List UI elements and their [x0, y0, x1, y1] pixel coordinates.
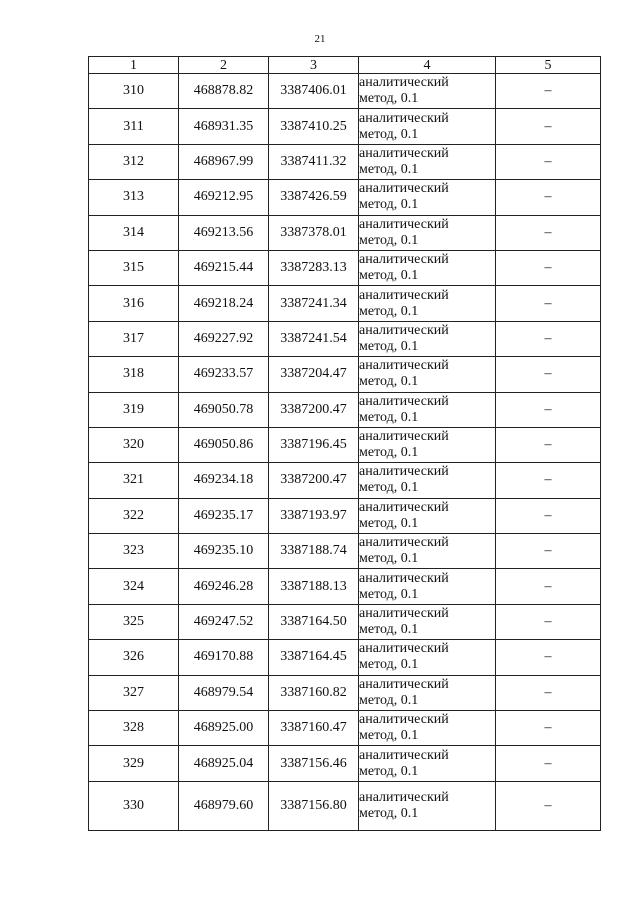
point-number-cell: 313: [89, 180, 179, 215]
method-line-1: аналитический: [359, 145, 449, 161]
point-number-cell: 324: [89, 569, 179, 604]
point-number-cell: 318: [89, 357, 179, 392]
method-line-1: аналитический: [359, 181, 449, 197]
method-line-2: метод, 0.1: [359, 161, 419, 177]
x-coordinate-cell: 469218.24: [179, 286, 269, 321]
point-number-cell: 322: [89, 498, 179, 533]
method-cell: [359, 74, 496, 109]
method-line-1: аналитический: [359, 789, 449, 805]
method-cell: [359, 781, 496, 830]
table-row: [89, 534, 601, 569]
method-cell: [359, 604, 496, 639]
x-coordinate-cell: 469246.28: [179, 569, 269, 604]
table-row: [89, 781, 601, 830]
column-header-2: 2: [179, 57, 269, 74]
method-cell: [359, 498, 496, 533]
method-line-2: метод, 0.1: [359, 232, 419, 248]
method-line-2: метод, 0.1: [359, 480, 419, 496]
y-coordinate-cell: 3387160.47: [269, 711, 359, 746]
coordinates-table: [88, 56, 601, 831]
method-line-1: аналитический: [359, 535, 449, 551]
method-line-1: аналитический: [359, 429, 449, 445]
method-line-2: метод, 0.1: [359, 445, 419, 461]
table-row: [89, 250, 601, 285]
column-5-cell: –: [496, 250, 601, 285]
method-line-2: метод, 0.1: [359, 805, 419, 821]
method-line-2: метод, 0.1: [359, 728, 419, 744]
method-line-2: метод, 0.1: [359, 303, 419, 319]
y-coordinate-cell: 3387204.47: [269, 357, 359, 392]
method-cell: [359, 427, 496, 462]
table-body: [89, 74, 601, 831]
point-number-cell: 323: [89, 534, 179, 569]
x-coordinate-cell: 469234.18: [179, 463, 269, 498]
x-coordinate-cell: 468931.35: [179, 109, 269, 144]
column-header-1: 1: [89, 57, 179, 74]
y-coordinate-cell: 3387196.45: [269, 427, 359, 462]
method-line-1: аналитический: [359, 252, 449, 268]
method-cell: [359, 321, 496, 356]
x-coordinate-cell: 469235.10: [179, 534, 269, 569]
y-coordinate-cell: 3387411.32: [269, 144, 359, 179]
y-coordinate-cell: 3387193.97: [269, 498, 359, 533]
method-line-2: метод, 0.1: [359, 91, 419, 107]
method-cell: [359, 180, 496, 215]
point-number-cell: 319: [89, 392, 179, 427]
column-5-cell: –: [496, 286, 601, 321]
method-line-1: аналитический: [359, 570, 449, 586]
y-coordinate-cell: 3387156.80: [269, 781, 359, 830]
method-line-2: метод, 0.1: [359, 763, 419, 779]
point-number-cell: 327: [89, 675, 179, 710]
column-5-cell: –: [496, 498, 601, 533]
point-number-cell: 326: [89, 640, 179, 675]
method-line-1: аналитический: [359, 499, 449, 515]
table-row: [89, 711, 601, 746]
y-coordinate-cell: 3387188.13: [269, 569, 359, 604]
method-line-2: метод, 0.1: [359, 551, 419, 567]
y-coordinate-cell: 3387160.82: [269, 675, 359, 710]
method-line-2: метод, 0.1: [359, 374, 419, 390]
x-coordinate-cell: 469227.92: [179, 321, 269, 356]
column-5-cell: –: [496, 321, 601, 356]
table-row: [89, 604, 601, 639]
method-line-2: метод, 0.1: [359, 409, 419, 425]
x-coordinate-cell: 468979.54: [179, 675, 269, 710]
table-row: [89, 109, 601, 144]
method-cell: [359, 357, 496, 392]
method-line-1: аналитический: [359, 287, 449, 303]
method-cell: [359, 746, 496, 781]
method-cell: [359, 534, 496, 569]
method-cell: [359, 392, 496, 427]
method-line-1: аналитический: [359, 641, 449, 657]
column-5-cell: –: [496, 746, 601, 781]
table-row: [89, 286, 601, 321]
column-5-cell: –: [496, 357, 601, 392]
method-line-2: метод, 0.1: [359, 657, 419, 673]
column-5-cell: –: [496, 180, 601, 215]
table-row: [89, 569, 601, 604]
page-number: 21: [314, 33, 326, 45]
y-coordinate-cell: 3387283.13: [269, 250, 359, 285]
y-coordinate-cell: 3387426.59: [269, 180, 359, 215]
method-line-2: метод, 0.1: [359, 515, 419, 531]
point-number-cell: 310: [89, 74, 179, 109]
point-number-cell: 314: [89, 215, 179, 250]
method-cell: [359, 144, 496, 179]
point-number-cell: 315: [89, 250, 179, 285]
method-line-2: метод, 0.1: [359, 622, 419, 638]
point-number-cell: 320: [89, 427, 179, 462]
x-coordinate-cell: 469215.44: [179, 250, 269, 285]
method-line-2: метод, 0.1: [359, 126, 419, 142]
column-5-cell: –: [496, 640, 601, 675]
method-cell: [359, 109, 496, 144]
method-line-2: метод, 0.1: [359, 197, 419, 213]
method-cell: [359, 250, 496, 285]
x-coordinate-cell: 468979.60: [179, 781, 269, 830]
column-5-cell: –: [496, 463, 601, 498]
method-line-2: метод, 0.1: [359, 586, 419, 602]
y-coordinate-cell: 3387200.47: [269, 392, 359, 427]
y-coordinate-cell: 3387200.47: [269, 463, 359, 498]
x-coordinate-cell: 469247.52: [179, 604, 269, 639]
method-cell: [359, 286, 496, 321]
point-number-cell: 311: [89, 109, 179, 144]
y-coordinate-cell: 3387188.74: [269, 534, 359, 569]
method-cell: [359, 640, 496, 675]
column-header-4: 4: [359, 57, 496, 74]
column-5-cell: –: [496, 534, 601, 569]
point-number-cell: 317: [89, 321, 179, 356]
method-line-1: аналитический: [359, 75, 449, 91]
method-line-1: аналитический: [359, 216, 449, 232]
column-5-cell: –: [496, 392, 601, 427]
x-coordinate-cell: 469050.86: [179, 427, 269, 462]
x-coordinate-cell: 468925.04: [179, 746, 269, 781]
y-coordinate-cell: 3387164.50: [269, 604, 359, 639]
x-coordinate-cell: 469235.17: [179, 498, 269, 533]
method-line-1: аналитический: [359, 712, 449, 728]
column-5-cell: –: [496, 604, 601, 639]
point-number-cell: 321: [89, 463, 179, 498]
point-number-cell: 316: [89, 286, 179, 321]
y-coordinate-cell: 3387406.01: [269, 74, 359, 109]
table-row: [89, 675, 601, 710]
method-line-2: метод, 0.1: [359, 268, 419, 284]
y-coordinate-cell: 3387378.01: [269, 215, 359, 250]
column-header-5: 5: [496, 57, 601, 74]
method-cell: [359, 215, 496, 250]
point-number-cell: 328: [89, 711, 179, 746]
point-number-cell: 312: [89, 144, 179, 179]
method-line-1: аналитический: [359, 747, 449, 763]
column-5-cell: –: [496, 781, 601, 830]
x-coordinate-cell: 469233.57: [179, 357, 269, 392]
column-5-cell: –: [496, 427, 601, 462]
x-coordinate-cell: 468925.00: [179, 711, 269, 746]
method-line-1: аналитический: [359, 606, 449, 622]
column-header-3: 3: [269, 57, 359, 74]
method-cell: [359, 463, 496, 498]
method-cell: [359, 711, 496, 746]
point-number-cell: 325: [89, 604, 179, 639]
y-coordinate-cell: 3387156.46: [269, 746, 359, 781]
column-5-cell: –: [496, 569, 601, 604]
column-5-cell: –: [496, 215, 601, 250]
table-row: [89, 74, 601, 109]
column-5-cell: –: [496, 711, 601, 746]
table-row: [89, 392, 601, 427]
method-line-2: метод, 0.1: [359, 338, 419, 354]
table-row: [89, 640, 601, 675]
column-5-cell: –: [496, 74, 601, 109]
column-5-cell: –: [496, 144, 601, 179]
table-header-row: [89, 57, 601, 74]
point-number-cell: 330: [89, 781, 179, 830]
table-row: [89, 180, 601, 215]
table-row: [89, 215, 601, 250]
x-coordinate-cell: 469170.88: [179, 640, 269, 675]
y-coordinate-cell: 3387164.45: [269, 640, 359, 675]
method-line-2: метод, 0.1: [359, 692, 419, 708]
y-coordinate-cell: 3387241.34: [269, 286, 359, 321]
x-coordinate-cell: 469050.78: [179, 392, 269, 427]
table-row: [89, 746, 601, 781]
column-5-cell: –: [496, 109, 601, 144]
table-row: [89, 321, 601, 356]
x-coordinate-cell: 468878.82: [179, 74, 269, 109]
method-line-1: аналитический: [359, 464, 449, 480]
y-coordinate-cell: 3387410.25: [269, 109, 359, 144]
table-row: [89, 463, 601, 498]
x-coordinate-cell: 468967.99: [179, 144, 269, 179]
x-coordinate-cell: 469212.95: [179, 180, 269, 215]
method-line-1: аналитический: [359, 110, 449, 126]
point-number-cell: 329: [89, 746, 179, 781]
column-5-cell: –: [496, 675, 601, 710]
y-coordinate-cell: 3387241.54: [269, 321, 359, 356]
method-cell: [359, 675, 496, 710]
x-coordinate-cell: 469213.56: [179, 215, 269, 250]
table-row: [89, 427, 601, 462]
method-cell: [359, 569, 496, 604]
table-row: [89, 144, 601, 179]
method-line-1: аналитический: [359, 322, 449, 338]
table-row: [89, 498, 601, 533]
table-row: [89, 357, 601, 392]
method-line-1: аналитический: [359, 393, 449, 409]
method-line-1: аналитический: [359, 676, 449, 692]
method-line-1: аналитический: [359, 358, 449, 374]
